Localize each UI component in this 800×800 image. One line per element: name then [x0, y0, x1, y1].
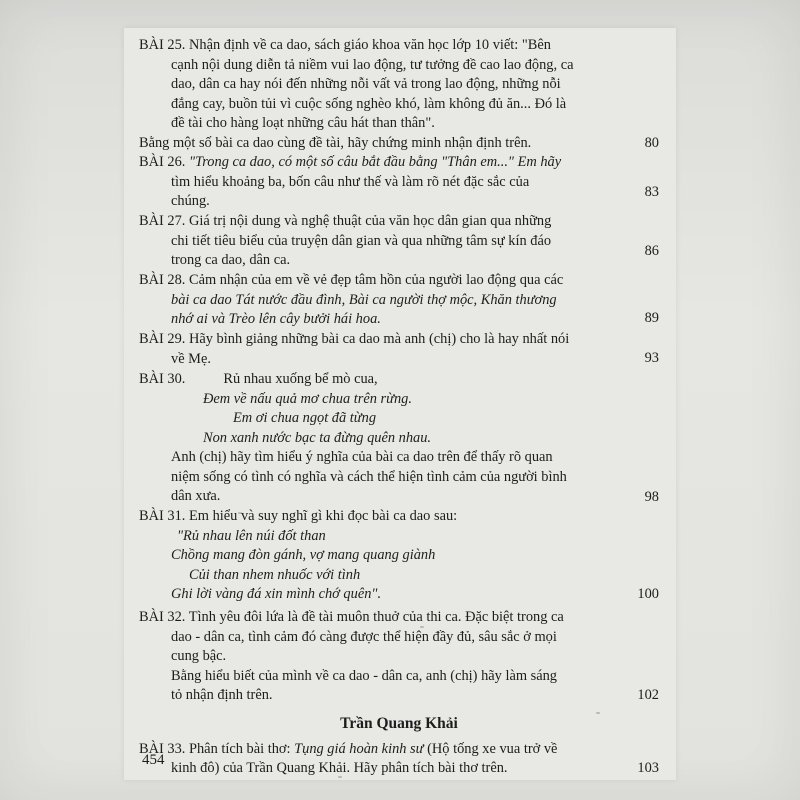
- page-number: 80: [644, 135, 659, 151]
- entry-text-line: Bằng hiểu biết của mình về ca dao - dân ca, anh (chị) hãy làm sáng: [171, 667, 558, 684]
- entry-text-line: bài ca dao Tát nước đầu đình, Bài ca người thợ mộc, Khăn thương: [171, 291, 557, 308]
- entry-text-line: Nhận định về ca dao, sách giáo khoa văn học lớp 10 viết: "Bên: [188, 37, 551, 53]
- toc-entry-29: [139, 330, 659, 370]
- poem-line: "Rủ nhau lên núi đốt than: [177, 527, 326, 544]
- entry-text-line: kinh đô) của Trần Quang Khải. Hãy phân tích bài thơ trên.: [171, 760, 508, 776]
- page-number: 93: [644, 350, 659, 366]
- poem-line: Chồng mang đòn gánh, vợ mang quang giành: [171, 547, 436, 563]
- entry-text-line: dao - dân ca, tình cảm đó càng được thể hiện đầy đủ, sâu sắc ở mọi: [171, 628, 557, 645]
- poem-line: Củi than nhem nhuốc với tình: [189, 566, 361, 583]
- entry-text-line: dân xưa.: [171, 488, 221, 504]
- entry-number: BÀI 28.: [139, 272, 186, 288]
- entry-text-line: tỏ nhận định trên.: [171, 687, 273, 703]
- entry-number: BÀI 33.: [139, 740, 186, 757]
- toc-entry-27: [139, 212, 659, 271]
- entry-text-line: niệm sống có tình có nghĩa và cách thể hiện tình cảm của người bình: [171, 468, 567, 485]
- page-number: 86: [644, 243, 659, 259]
- entry-number: BÀI 32.: [139, 609, 186, 625]
- page-number: 103: [637, 759, 659, 776]
- entry-text-part: (Hộ tống xe vua trở về: [423, 740, 558, 757]
- toc-entry-32: [139, 608, 659, 706]
- entry-text-line: Anh (chị) hãy tìm hiểu ý nghĩa của bài ca dao trên để thấy rõ quan: [171, 449, 553, 465]
- entry-text-line: cạnh nội dung diễn tả niềm vui lao động, tư tưởng đề cao lao động, ca: [171, 56, 574, 73]
- poem-line: Rủ nhau xuống bể mò cua,: [223, 371, 378, 387]
- poem-line: Ghi lời vàng đá xin mình chớ quên".: [171, 586, 382, 602]
- entry-text-line: chi tiết tiêu biểu của truyện dân gian và qua những tâm sự kín đáo: [171, 232, 552, 249]
- entry-text-line: "Trong ca dao, có một số câu bắt đầu bằng "Thân em..." Em hãy: [188, 154, 562, 170]
- entry-number: BÀI 30.: [139, 371, 186, 387]
- entry-text-line: Bằng một số bài ca dao cùng đề tài, hãy chứng minh nhận định trên.: [139, 134, 532, 151]
- page-number: 100: [637, 586, 659, 602]
- entry-text-line: trong ca dao, dân ca.: [171, 252, 291, 268]
- poem-line: Em ơi chua ngọt đã từng: [233, 410, 377, 426]
- entry-text-line: Hãy bình giảng những bài ca dao mà anh (chị) cho là hay nhất nói: [188, 331, 570, 347]
- toc-entry-33: [139, 740, 659, 780]
- page-number: 89: [644, 310, 659, 326]
- poem-line: Đem về nấu quả mơ chua trên rừng.: [203, 390, 412, 407]
- poem-title: Tụng giá hoàn kinh sư: [294, 740, 424, 757]
- table-of-contents: [139, 36, 659, 780]
- entry-text-line: Em hiểu và suy nghĩ gì khi đọc bài ca dao sau:: [188, 508, 458, 524]
- toc-entry-25: [139, 36, 659, 153]
- entry-text-line: Giá trị nội dung và nghệ thuật của văn học dân gian qua những: [188, 213, 552, 229]
- section-heading: Trần Quang Khải: [340, 715, 458, 732]
- page-number: 98: [644, 489, 659, 505]
- page-number: 102: [637, 687, 659, 703]
- entry-number: BÀI 26.: [139, 154, 186, 170]
- toc-entry-26: [139, 153, 659, 212]
- toc-entry-30: [139, 370, 659, 507]
- entry-number: BÀI 27.: [139, 213, 186, 229]
- entry-text-line: cung bậc.: [171, 648, 227, 664]
- footer-page-number: 454: [142, 752, 165, 768]
- poem-line: Non xanh nước bạc ta đừng quên nhau.: [203, 429, 432, 446]
- entry-text-line: tìm hiểu khoảng ba, bốn câu như thế và làm rõ nét đặc sắc của: [171, 173, 530, 190]
- entry-text-line: về Mẹ.: [171, 350, 211, 367]
- entry-text-line: chúng.: [171, 193, 210, 209]
- entry-number: BÀI 29.: [139, 331, 186, 347]
- entry-text-line: Tình yêu đôi lứa là đề tài muôn thuở của thi ca. Đặc biệt trong ca: [188, 609, 564, 625]
- entry-text-line: nhớ ai và Trèo lên cây bưởi hái hoa.: [171, 311, 381, 327]
- page-number: 83: [644, 184, 659, 200]
- entry-number: BÀI 25.: [139, 37, 186, 53]
- toc-entry-28: [139, 271, 659, 330]
- entry-text-line: Cảm nhận của em về vẻ đẹp tâm hồn của người lao động qua các: [188, 272, 564, 288]
- entry-text-part: Phân tích bài thơ:: [188, 740, 295, 757]
- entry-number: BÀI 31.: [139, 508, 186, 524]
- toc-entry-31: [139, 507, 659, 608]
- entry-text-line: đề tài cho hàng loạt những câu hát than thân".: [171, 115, 435, 131]
- entry-text-line: đắng cay, buồn tủi vì cuộc sống nghèo khó, làm không đủ ăn... Đó là: [171, 95, 567, 112]
- entry-text-line: dao, dân ca hay nói đến những nỗi vất vả trong lao động, những nỗi: [171, 76, 561, 92]
